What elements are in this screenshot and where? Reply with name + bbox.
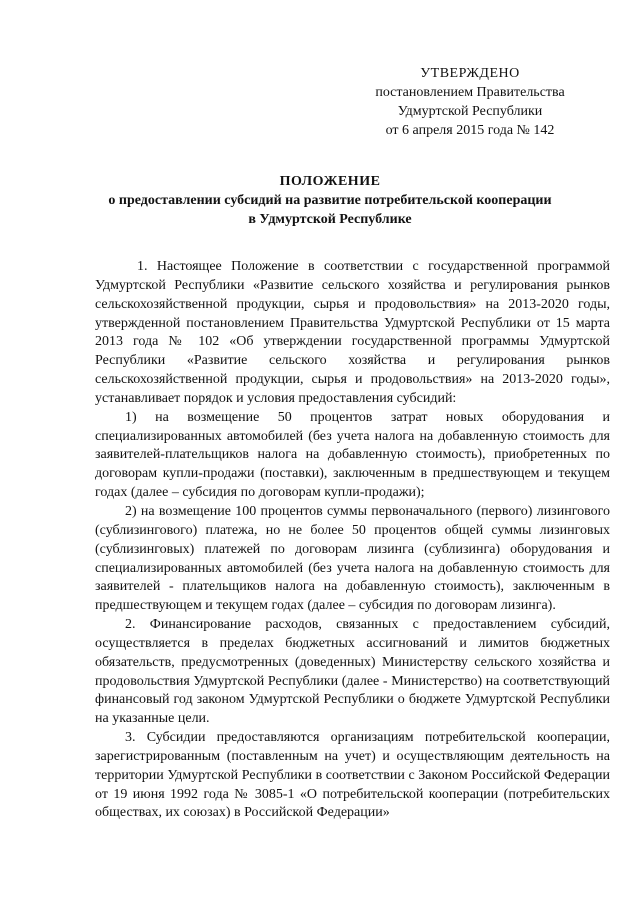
approval-heading: УТВЕРЖДЕНО xyxy=(420,66,520,81)
paragraph-2: 2. Финансирование расходов, связанных с предоставлением субсидий, осуществляется в пределах бюджетных ассигнований и лимитов бюджетных обязательств, предусмотренных (доведенных) Министерству сельского хозяйства и продовольствия Удмуртской Республики (далее - Министерство) на соответствующий финансовый год законом Удмуртской Республики о бюджете Удмуртской Республики на указанные цели. xyxy=(95,617,610,727)
approval-stamp xyxy=(330,64,610,140)
paragraph-1-item-1: 1) на возмещение 50 процентов затрат новых оборудования и специализированных автомобилей (без учета налога на добавленную стоимость для заявителей-плательщиков налога на добавленную стоимость), приобретенных по договорам купли-продажи (поставки), заключенным в предшествующем и текущем годах (далее – субсидия по договорам купли-продажи); xyxy=(95,409,610,501)
document-title xyxy=(60,172,600,229)
document-body xyxy=(95,258,610,823)
paragraph-3: 3. Субсидии предоставляются организациям потребительской кооперации, зарегистрированным (поставленным на учет) и осуществляющим деятельность на территории Удмуртской Республики в соответствии с Законом Российской Федерации от 19 июня 1992 года № 3085-1 «О потребительской кооперации (потребительских обществах, их союзах) в Российской Федерации» xyxy=(95,730,610,821)
approval-line-1: постановлением Правительства xyxy=(375,85,565,100)
paragraph-1-item-2: 2) на возмещение 100 процентов суммы первоначального (первого) лизингового (сублизингового) платежа, но не более 50 процентов общей суммы лизинговых (сублизинговых) платежей по договорам лизинга (сублизинга) оборудования и специализированных автомобилей (без учета налога на добавленную стоимость для заявителей - плательщиков налога на добавленную стоимость), заключенным в предшествующем и текущем годах (далее – субсидия по договорам лизинга). xyxy=(95,503,610,614)
approval-line-3: от 6 апреля 2015 года № 142 xyxy=(385,123,555,138)
paragraph-1: 1. Настоящее Положение в соответствии с государственной программой Удмуртской Республики «Развитие сельского хозяйства и регулирования рынков сельскохозяйственной продукции, сырья и продовольствия» на 2013-2020 годы, утвержденной постановлением Правительства Удмуртской Республики от 15 марта 2013 года № 102 «Об утверждении государственной программы Удмуртской Республики «Развитие сельского хозяйства и регулирования рынков сельскохозяйственной продукции, сырья и продовольствия» на 2013-2020 годы», устанавливает порядок и условия предоставления субсидий: xyxy=(95,259,610,406)
title-line-1: о предоставлении субсидий на развитие потребительской кооперации xyxy=(108,193,552,208)
approval-line-2: Удмуртской Республики xyxy=(397,104,543,119)
title-name: ПОЛОЖЕНИЕ xyxy=(279,174,381,189)
title-line-2: в Удмуртской Республике xyxy=(248,212,412,227)
